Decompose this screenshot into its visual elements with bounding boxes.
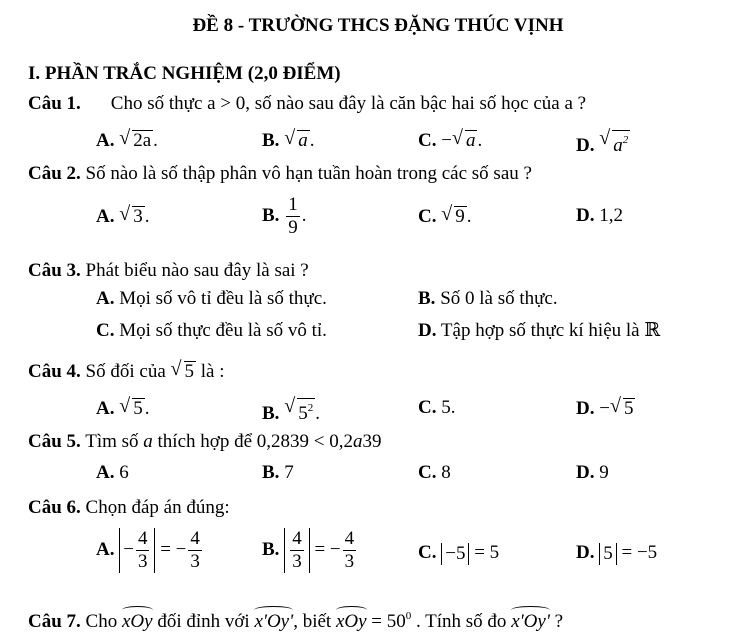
q5-label: Câu 5. [28, 431, 81, 452]
q5-option-b[interactable]: B. 7 [262, 462, 294, 483]
q4-option-b[interactable]: B. √ $5^2$ . [262, 396, 320, 426]
q5-option-c[interactable]: C. 8 [418, 462, 451, 483]
q7-label: Câu 7. [28, 611, 81, 632]
q3-option-a[interactable]: A. Mọi số vô tỉ đều là số thực. [96, 288, 327, 309]
q4-label: Câu 4. [28, 361, 81, 382]
q5-option-d[interactable]: D. 9 [576, 462, 609, 483]
q2-option-a[interactable]: A. √ 3 . [96, 204, 149, 229]
q6-text: Câu 6. Chọn đáp án đúng: [28, 497, 230, 518]
q3-option-b[interactable]: B. Số 0 là số thực. [418, 288, 558, 309]
q1-label: Câu 1. [28, 93, 81, 114]
q1-option-a[interactable]: A. √ 2a . [96, 128, 158, 153]
q6-option-a[interactable]: A. − $\frac{4}{3}$ = − $\frac{4}{3}$ [96, 528, 200, 572]
q5-option-a[interactable]: A. 6 [96, 462, 129, 483]
q2-label: Câu 2. [28, 163, 81, 184]
q2-option-b[interactable]: B. $\frac{1}{9}$ . [262, 194, 307, 238]
q5-text: Câu 5. Tìm số a thích hợp để 0,2839 < 0,2a39 [28, 431, 382, 452]
q6-option-d[interactable]: D. 5 = −5 [576, 542, 658, 564]
section-heading: I. PHẦN TRẮC NGHIỆM (2,0 ĐIỂM) [28, 63, 341, 84]
q3-label: Câu 3. [28, 260, 81, 281]
q2-option-d[interactable]: D. 1,2 [576, 205, 623, 226]
q3-option-d[interactable]: D. Tập hợp số thực kí hiệu là ℝ [418, 320, 661, 341]
q1-option-d[interactable]: D. √ $a^2$ [576, 128, 630, 158]
q1-option-c[interactable]: C. −√ a . [418, 128, 482, 153]
q2-option-c[interactable]: C. √ 9 . [418, 204, 471, 229]
q4-option-d[interactable]: D. −√ 5 [576, 396, 635, 421]
q3-text: Câu 3. Phát biểu nào sau đây là sai ? [28, 260, 309, 281]
q2-text: Câu 2. Số nào là số thập phân vô hạn tuần hoàn trong các số sau ? [28, 163, 532, 184]
page-title: ĐỀ 8 - TRƯỜNG THCS ĐẶNG THÚC VỊNH [192, 15, 564, 36]
q6-option-b[interactable]: B. $\frac{4}{3}$ = − $\frac{4}{3}$ [262, 528, 355, 572]
q4-option-c[interactable]: C. 5. [418, 397, 456, 418]
q4-text: Câu 4. Số đối của √ 5 là : [28, 359, 225, 384]
q3-option-c[interactable]: C. Mọi số thực đều là số vô tỉ. [96, 320, 327, 341]
q7-text: Câu 7. Cho xOy đối đỉnh với x'Oy', biết xOy = $50^0$ . Tính số đo x'Oy' ? [28, 610, 564, 632]
q6-label: Câu 6. [28, 497, 81, 518]
q6-option-c[interactable]: C. −5 = 5 [418, 542, 500, 564]
q1-text: Câu 1. Cho số thực a > 0, số nào sau đây là căn bậc hai số học của a ? [28, 93, 587, 114]
q4-option-a[interactable]: A. √ 5 . [96, 396, 149, 421]
q1-option-b[interactable]: B. √ a . [262, 128, 314, 153]
